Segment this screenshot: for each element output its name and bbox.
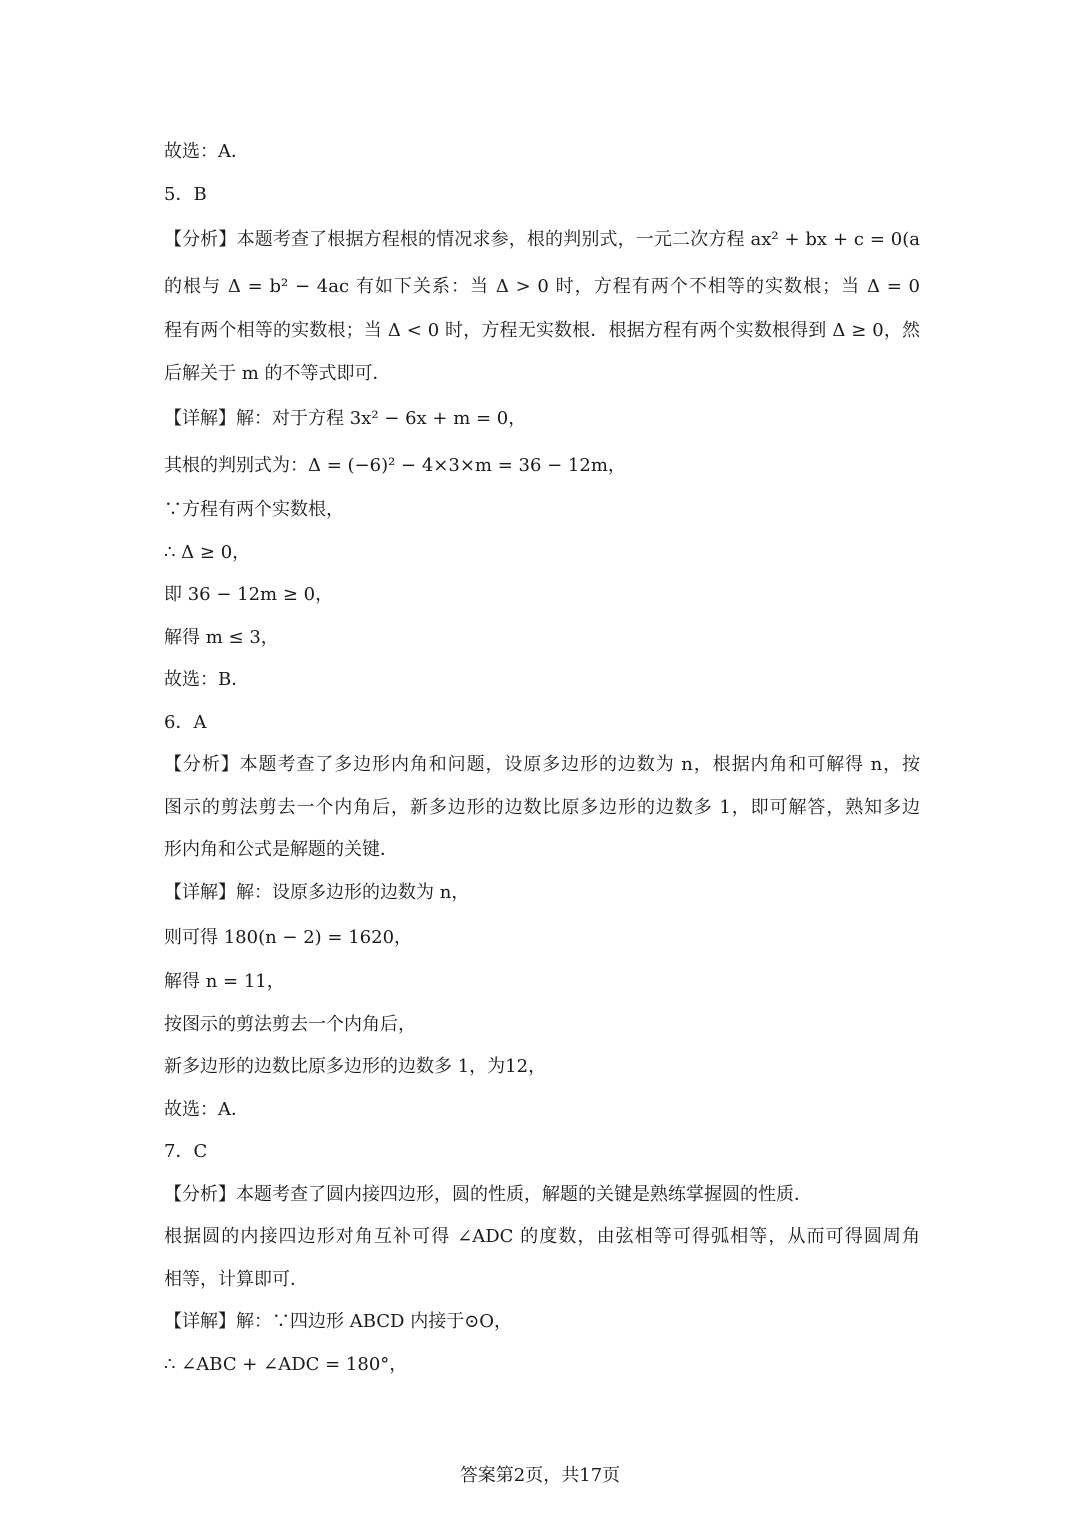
- text-line: 则可得 180(n − 2) = 1620，: [164, 927, 413, 948]
- text-line: 【分析】本题考查了根据方程根的情况求参，根的判别式，一元二次方程 ax² + bx + c = 0(a: [164, 229, 920, 250]
- text-line: 新多边形的边数比原多边形的边数多 1，为12，: [164, 1056, 547, 1077]
- text-line: 的根与 Δ = b² − 4ac 有如下关系：当 Δ > 0 时，方程有两个不相等的实数根；当 Δ = 0: [164, 276, 920, 297]
- text-line: 解得 n = 11，: [164, 971, 285, 992]
- text-line: 相等，计算即可．: [164, 1268, 308, 1290]
- text-line: 故选：B．: [164, 669, 250, 690]
- text-line: 【详解】解：对于方程 3x² − 6x + m = 0，: [164, 408, 527, 429]
- question-number: 6．A: [164, 711, 207, 733]
- text-line: 【分析】本题考查了多边形内角和问题，设原多边形的边数为 n，根据内角和可解得 n，按: [164, 754, 920, 775]
- text-line: 图示的剪法剪去一个内角后，新多边形的边数比原多边形的边数多 1，即可解答，熟知多边: [164, 796, 920, 818]
- text-line: 故选：A．: [164, 1098, 249, 1120]
- text-line: 解得 m ≤ 3，: [164, 626, 279, 648]
- text-line: 形内角和公式是解题的关键．: [164, 839, 398, 860]
- text-line: ∴ Δ ≥ 0，: [164, 541, 251, 563]
- text-line: 按图示的剪法剪去一个内角后，: [164, 1013, 416, 1035]
- text-line: 其根的判别式为：Δ = (−6)² − 4×3×m = 36 − 12m，: [164, 455, 626, 476]
- text-line: 后解关于 m 的不等式即可．: [164, 362, 391, 384]
- page-footer: 答案第2页，共17页: [459, 1465, 621, 1486]
- answer-content: [164, 131, 920, 1386]
- text-line: 根据圆的内接四边形对角互补可得 ∠ADC 的度数，由弦相等可得弧相等，从而可得圆周角: [164, 1226, 920, 1247]
- text-line: 程有两个相等的实数根；当 Δ < 0 时，方程无实数根．根据方程有两个实数根得到 Δ ≥ 0，然: [164, 320, 920, 341]
- text-line: 故选：A．: [164, 141, 249, 162]
- text-line: ∵方程有两个实数根，: [164, 499, 344, 520]
- text-line: 【分析】本题考查了圆内接四边形，圆的性质，解题的关键是熟练掌握圆的性质．: [164, 1183, 812, 1205]
- text-line: 即 36 − 12m ≥ 0，: [164, 584, 334, 605]
- text-line: 【详解】解：∵四边形 ABCD 内接于⊙O，: [164, 1311, 513, 1332]
- text-line: 【详解】解：设原多边形的边数为 n，: [164, 881, 470, 903]
- question-number: 5．B: [164, 183, 207, 205]
- text-line: ∴ ∠ABC + ∠ADC = 180°，: [164, 1353, 408, 1375]
- question-number: 7．C: [164, 1141, 208, 1162]
